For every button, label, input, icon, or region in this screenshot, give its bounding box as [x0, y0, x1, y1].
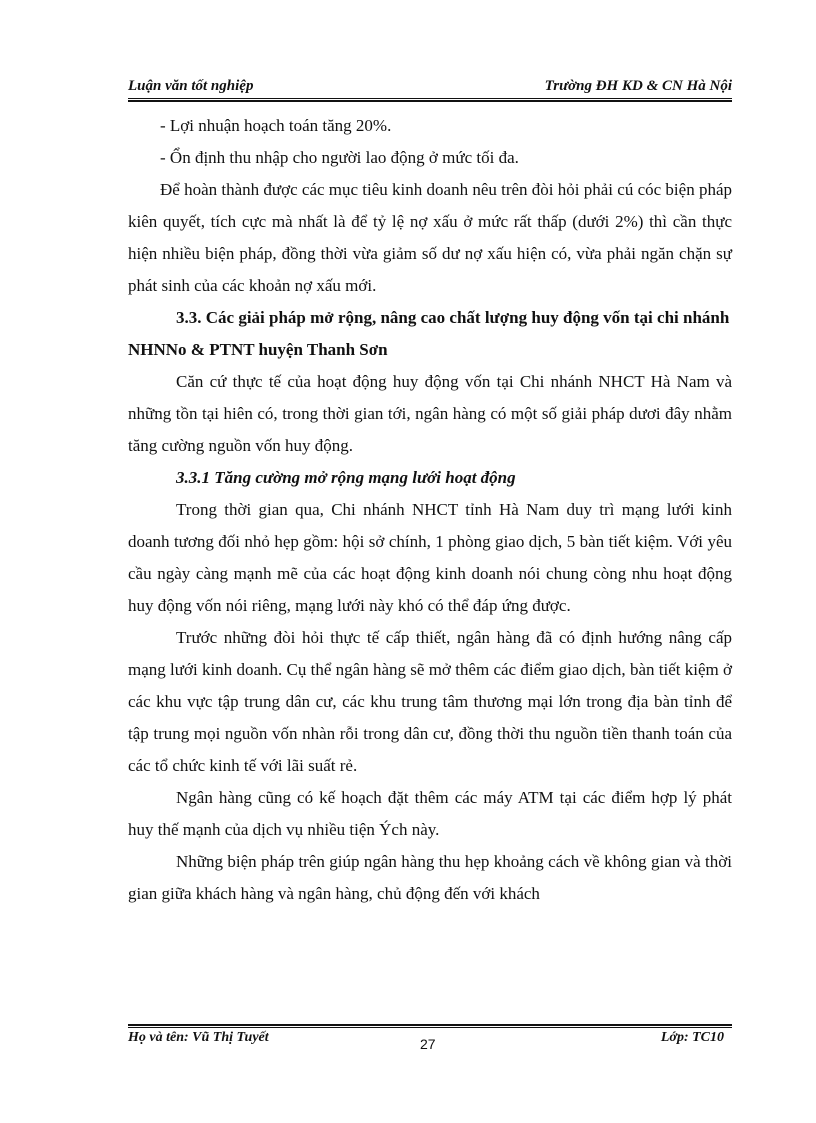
paragraph-intro: Căn cứ thực tế của hoạt động huy động vốn tại Chi nhánh NHCT Hà Nam và những tồn tại hiên có, trong thời gian tới, ngân hàng có một số giải pháp dươi đây nhằm tăng cường nguồn vốn huy động.: [128, 372, 732, 455]
page-body: [128, 110, 732, 910]
header-university: Trường ĐH KD & CN Hà Nội: [544, 78, 732, 94]
paragraph-benefits: Những biện pháp trên giúp ngân hàng thu hẹp khoảng cách về không gian và thời gian giữa khách hàng và ngân hàng, chủ động đến với khách: [128, 852, 732, 903]
section-heading: 3.3. Các giải pháp mở rộng, nâng cao chất lượng huy động vốn tại chi nhánh NHNNo & PTNT huyện Thanh Sơn: [128, 308, 730, 359]
page-number: 27: [420, 1036, 436, 1052]
header-thesis-title: Luận văn tốt nghiệp: [128, 78, 254, 94]
subsection-heading: 3.3.1 Tăng cường mở rộng mạng lưới hoạt động: [176, 468, 516, 487]
paragraph-orientation: Trước những đòi hỏi thực tế cấp thiết, ngân hàng đã có định hướng nâng cấp mạng lưới kinh doanh. Cụ thể ngân hàng sẽ mở thêm các điểm giao dịch, bàn tiết kiệm ở các khu vực tập trung dân cư, các khu trung tâm thương mại lớn trong địa bàn tỉnh để tập trung mọi nguồn vốn nhàn rỗi trong dân cư, đồng thời thu nguồn tiền thanh toán của các tổ chức kinh tế với lãi suất rẻ.: [128, 628, 732, 775]
footer-author: Họ và tên: Vũ Thị Tuyết: [128, 1030, 269, 1045]
header-divider: [128, 98, 732, 102]
paragraph-network: Trong thời gian qua, Chi nhánh NHCT tỉnh Hà Nam duy trì mạng lưới kinh doanh tương đối nhỏ hẹp gồm: hội sở chính, 1 phòng giao dịch, 5 bàn tiết kiệm. Với yêu cầu ngày càng mạnh mẽ của các hoạt động kinh doanh nói chung còng nhu hoạt động huy động vốn nói riêng, mạng lưới này khó có thể đáp ứng được.: [128, 500, 732, 615]
footer-class: Lớp: TC10: [660, 1030, 724, 1045]
paragraph-atm: Ngân hàng cũng có kế hoạch đặt thêm các máy ATM tại các điểm hợp lý phát huy thế mạnh của dịch vụ nhiều tiện Ých này.: [128, 788, 732, 839]
footer-divider: [128, 1024, 732, 1028]
page-header: [128, 76, 732, 98]
bullet-income: - Ổn định thu nhập cho người lao động ở mức tối đa.: [160, 148, 519, 167]
paragraph-goals: Để hoàn thành được các mục tiêu kinh doanh nêu trên đòi hỏi phải cú cóc biện pháp kiên quyết, tích cực mà nhất là để tỷ lệ nợ xấu ở mức rất thấp (dưới 2%) thì cần thực hiện nhiều biện pháp, đồng thời vừa giảm số dư nợ xấu hiện có, vừa phải ngăn chặn sự phát sinh của các khoản nợ xấu mới.: [128, 180, 732, 295]
page-footer: [128, 1030, 732, 1054]
bullet-profit: - Lợi nhuận hoạch toán tăng 20%.: [160, 116, 392, 135]
